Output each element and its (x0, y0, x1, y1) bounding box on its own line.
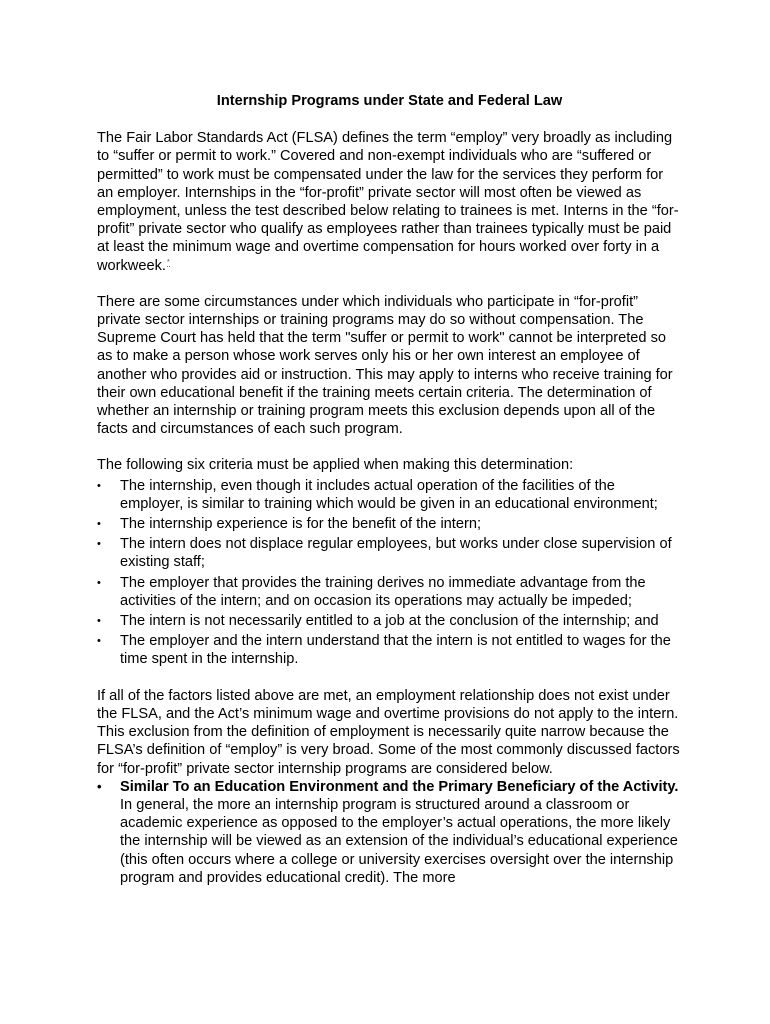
document-page (97, 92, 682, 887)
bullet-icon: • (97, 576, 101, 589)
criterion-text: The intern does not displace regular employees, but works under close supervision of existing staff; (120, 536, 672, 571)
bullet-icon: • (97, 518, 101, 531)
paragraph-factors-intro: If all of the factors listed above are met, an employment relationship does not exist under the FLSA, and the Act’s minimum wage and overtime provisions do not apply to the intern. This exclusion from the definition of employment is necessarily quite narrow because the FLSA’s definition of “employ” is very broad. Some of the most commonly discussed factors for “for-profit” private sector internship programs are considered below. (97, 687, 680, 777)
list-item (97, 515, 682, 533)
paragraph-flsa-definition (97, 129, 682, 275)
criterion-text: The employer and the intern understand that the intern is not entitled to wages for the time spent in the internship. (120, 633, 671, 668)
document-title: Internship Programs under State and Federal Law (216, 93, 563, 109)
criterion-text: The internship, even though it includes actual operation of the facilities of the employer, is similar to training which would be given in an educational environment; (120, 477, 658, 512)
criteria-list (97, 477, 682, 669)
factor-heading: Similar To an Education Environment and the Primary Beneficiary of the Activity. (120, 778, 679, 795)
bullet-icon: • (97, 538, 101, 551)
criterion-text: The internship experience is for the benefit of the intern; (120, 516, 482, 533)
bullet-icon: • (97, 615, 101, 628)
bullet-icon: • (97, 635, 101, 648)
list-item (97, 535, 682, 571)
criterion-text: The employer that provides the training derives no immediate advantage from the activities of the intern; and on occasion its operations may actually be impeded; (120, 574, 646, 609)
criterion-text: The intern is not necessarily entitled to a job at the conclusion of the internship; and (120, 613, 659, 630)
list-item (97, 632, 682, 668)
bullet-icon: • (97, 778, 102, 794)
footnote-marker[interactable]: * (166, 258, 170, 266)
bullet-icon: • (97, 479, 101, 492)
list-item (97, 477, 682, 513)
paragraph-supreme-court: There are some circumstances under which individuals who participate in “for-profit” private sector internships or training programs may do so without compensation. The Supreme Court has held that the term "suffer or permit to work" cannot be interpreted so as to make a person whose work serves only his or her own interest an employee of another who provides aid or instruction. This may apply to interns who receive training for their own educational benefit if the training meets certain criteria. The determination of whether an internship or training program meets this exclusion depends upon all of the facts and circumstances of each such program. (97, 293, 673, 438)
list-item (97, 778, 682, 887)
list-item (97, 574, 682, 610)
paragraph-flsa-definition-text: The Fair Labor Standards Act (FLSA) defines the term “employ” very broadly as including to “suffer or permit to work.” Covered and non-exempt individuals who are “suffered or permitted” to work must be compensated under the law for the services they perform for an employer. Internships in the “for-profit” private sector will most often be viewed as employment, unless the test described below relating to trainees is met. Interns in the “for-profit” private sector who qualify as employees rather than trainees typically must be paid at least the minimum wage and overtime compensation for hours worked over forty in a workweek. (97, 130, 679, 274)
factor-text: In general, the more an internship program is structured around a classroom or academic experience as opposed to the employer’s actual operations, the more likely the internship will be viewed as an extension of the individual’s educational experience (this often occurs where a college or university exercises oversight over the internship program and provides educational credit). The more (120, 796, 678, 886)
list-item (97, 612, 682, 630)
factors-list (97, 778, 682, 887)
criteria-intro: The following six criteria must be applied when making this determination: (97, 457, 574, 474)
